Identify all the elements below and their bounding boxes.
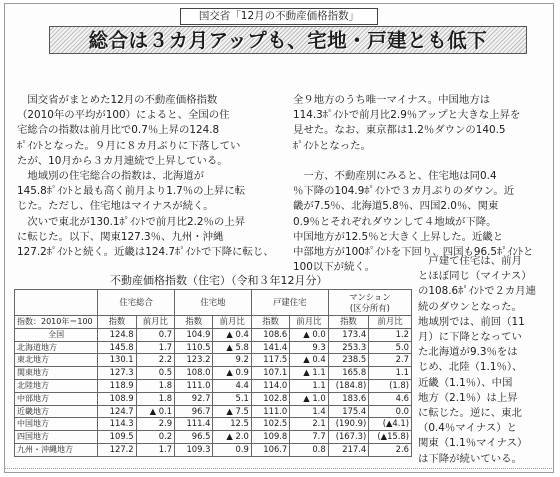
table-cell: ▲ 0.9 [213,367,251,380]
body-column-2 [293,93,543,275]
table-row [15,354,412,367]
table-cell: 110.5 [175,341,213,354]
table-cell: 173.4 [328,328,369,341]
table-cell: 114.0 [251,379,289,392]
table-cell: 4.6 [369,392,412,405]
body-text-line: 145.8ﾎﾟｲﾝﾄと最も高く前月より1.7％の上昇に転 [17,185,246,198]
table-cell: (167.3) [328,431,369,444]
table-cell: 0.2 [136,431,174,444]
region-label: 関東地方 [15,367,98,380]
sub-header: 前月比 [290,316,328,329]
table-cell: 2.2 [136,354,174,367]
body-text-line: 国交省がまとめた12月の不動産価格指数 [17,94,218,106]
body-text-line: 一方、不動産別にみると、住宅地は同0.4 [293,170,497,183]
index-note: 指数：2010年＝100 [15,316,98,329]
sub-header: 指数 [98,316,136,329]
body-text-line: 地域別では、前回（11 [418,315,525,328]
table-cell: 0.9 [213,443,251,456]
table-cell: 106.7 [251,443,289,456]
table-cell: 109.5 [98,431,136,444]
table-cell: 114.3 [98,418,136,431]
table-cell: 12.5 [213,418,251,431]
table-cell: 9.2 [213,354,251,367]
table-cell: ▲ 0.4 [290,354,328,367]
table-cell: 108.0 [175,367,213,380]
table-cell: 0.8 [290,443,328,456]
table-cell: 107.1 [251,367,289,380]
table-cell: 0.7 [136,328,174,341]
body-text-line: じた。ただし、住宅地はマイナスが続く。 [17,200,214,213]
body-text-line: 100以下が続く。 [293,261,375,274]
sub-header: 前月比 [213,316,251,329]
table-cell: 96.7 [175,405,213,418]
table-row [15,431,412,444]
table-cell: 124.8 [98,328,136,341]
table-corner [15,290,98,316]
table-cell: 1.4 [290,405,328,418]
table-cell: 92.7 [175,392,213,405]
table-cell: (190.9) [328,418,369,431]
body-text-line: 続のダウンとなった。 [418,300,522,313]
body-text-line: 畿が7.5％、北海道5.8％、四国2.0％、関東 [293,200,499,213]
body-text-line: 0.9％とそれぞれダウンして４地域が下降。 [293,215,497,228]
body-text-line: ﾎﾟｲﾝﾄとなった。 [293,139,371,152]
body-text-line: 月）に下降となってい [418,331,522,344]
body-text-line: 地域別の住宅総合の指数は、北海道が [17,170,205,183]
body-text-line: 127.2ﾎﾟｲﾝﾄと続く。近畿は124.7ﾎﾟｲﾝﾄで下降に転じ、 [17,246,274,259]
table-cell: 102.8 [251,392,289,405]
group-header: 住宅総合 [98,290,175,316]
sub-header: 指数 [175,316,213,329]
table-cell: 141.4 [251,341,289,354]
body-text-line: （0.4％マイナス）と [418,422,518,435]
body-text-line: は下降が続いている。 [418,452,522,465]
table-cell: 127.3 [98,367,136,380]
body-text-line: 関東（1.1％マイナス） [418,437,528,450]
table-cell: 1.7 [136,443,174,456]
group-header: 戸建住宅 [251,290,328,316]
table-cell: ▲ 0.4 [213,328,251,341]
table-cell: 217.4 [328,443,369,456]
table-cell: 109.3 [175,443,213,456]
table-row [15,405,412,418]
table-cell: 111.0 [251,405,289,418]
region-label: 四国地方 [15,431,98,444]
body-text-line: た北海道が9.3％をは [418,346,518,359]
body-text-line: 全９地方のうち唯一マイナス。中国地方は [293,94,491,106]
sub-header: 指数 [251,316,289,329]
table-cell: 7.7 [290,431,328,444]
table-cell: 2.1 [290,418,328,431]
table-cell: 127.2 [98,443,136,456]
table-cell: 4.4 [213,379,251,392]
body-text-line: 戸建て住宅は、前月 [418,255,522,267]
article-headline: 総合は３カ月アップも、宅地・戸建とも低下 [49,26,527,54]
table-cell: 108.6 [251,328,289,341]
table-cell: 0.0 [369,405,412,418]
table-cell: 102.5 [251,418,289,431]
divider [4,468,554,469]
table-title: 不動産価格指数（住宅）（令和３年12月分） [110,274,328,287]
table-cell: (184.8) [328,379,369,392]
region-label: 北陸地方 [15,379,98,392]
table-row [15,367,412,380]
body-text-line: に転じた。逆に、東北 [418,407,522,420]
table-cell: 0.5 [136,367,174,380]
body-text-line: 中国地方が12.5％と大きく上昇した。近畿と [293,230,504,243]
table-row [15,392,412,405]
table-row [15,328,412,341]
table-cell: ▲ 5.8 [213,341,251,354]
table-cell: 1.7 [136,341,174,354]
table-cell: (1.8) [369,379,412,392]
table-cell: 96.5 [175,431,213,444]
table-cell: 1.8 [136,379,174,392]
table-cell: 238.5 [328,354,369,367]
table-cell: 1.8 [136,392,174,405]
table-cell: 123.2 [175,354,213,367]
table-cell: (▲15.8) [369,431,412,444]
table-cell: 145.8 [98,341,136,354]
price-index-table [14,289,412,457]
table-cell: 111.4 [175,418,213,431]
table-cell: ▲ 0.0 [290,328,328,341]
table-cell: 5.0 [369,341,412,354]
table-row [15,379,412,392]
body-text-line: （2010年の平均が100）によると、全国の住 [17,109,230,122]
region-label: 近畿地方 [15,405,98,418]
body-column-3 [418,254,544,467]
table-row [15,341,412,354]
table-cell: ▲ 2.0 [213,431,251,444]
table-cell: 2.6 [369,443,412,456]
body-text-line: ﾎﾟｲﾝﾄとなった。９月に８カ月ぶりに下落してい [17,139,241,152]
table-cell: 9.3 [290,341,328,354]
region-label: 中国地方 [15,418,98,431]
table-cell: 1.1 [290,379,328,392]
table-cell: 183.6 [328,392,369,405]
table-cell: 2.7 [369,354,412,367]
region-label: 全国 [15,328,98,341]
table-cell: ▲ 0.1 [136,405,174,418]
sub-header: 前月比 [369,316,412,329]
body-column-1 [17,93,279,260]
table-cell: 124.7 [98,405,136,418]
table-cell: 108.9 [98,392,136,405]
table-row [15,418,412,431]
table-cell: 253.3 [328,341,369,354]
table-cell: ▲ 1.0 [290,392,328,405]
body-text-line: 次いで東北が130.1ﾎﾟｲﾝﾄで前月比2.2％の上昇 [17,215,246,228]
table-cell: 1.2 [369,328,412,341]
body-text-line: 114.3ﾎﾟｲﾝﾄで前月比2.9％アップと大きな上昇を [293,109,521,122]
body-text-line: に転じた。以下、関東127.3％、九州・沖縄 [17,230,224,243]
group-header: マンション (区分所有) [328,290,411,316]
table-cell: 165.8 [328,367,369,380]
sub-header: 前月比 [136,316,174,329]
group-header: 住宅地 [175,290,252,316]
table-cell: 130.1 [98,354,136,367]
body-text-line: の108.6ﾎﾟｲﾝﾄで２カ月連 [418,285,537,298]
table-cell: 1.1 [369,367,412,380]
table-cell: 118.9 [98,379,136,392]
table-cell: 117.5 [251,354,289,367]
table-cell: 175.4 [328,405,369,418]
body-text-line: 見せた。なお、東京都は1.2％ダウンの140.5 [293,124,506,137]
table-cell: 5.1 [213,392,251,405]
sub-header: 指数 [328,316,369,329]
table-cell: 109.8 [251,431,289,444]
body-text-line: 中部地方が100ﾎﾟｲﾝﾄを下回り、四国も96.5ﾎﾟｲﾝﾄと [293,246,534,259]
table-row [15,443,412,456]
body-text-line: じめ、北陸（1.1％）、 [418,361,523,374]
body-text-line [293,154,543,169]
table-cell: 104.9 [175,328,213,341]
region-label: 中部地方 [15,392,98,405]
body-text-line: 地方（2.1％）は上昇 [418,391,518,404]
table-cell: 2.9 [136,418,174,431]
table-cell: (▲4.1) [369,418,412,431]
region-label: 北海道地方 [15,341,98,354]
body-text-line: ％下降の104.9ﾎﾟｲﾝﾄで３カ月ぶりのダウン。近 [293,185,515,198]
table-cell: ▲ 1.1 [290,367,328,380]
body-text-line: 近畿（1.1％）、中国 [418,376,513,389]
table-cell: ▲ 7.5 [213,405,251,418]
region-label: 九州・沖縄地方 [15,443,98,456]
article-kicker: 国交省「12月の不動産価格指数」 [180,8,378,25]
body-text-line: たが、10月から３カ月連続で上昇している。 [17,154,228,167]
body-text-line: 宅総合の指数は前月比で0.7％上昇の124.8 [17,124,220,137]
region-label: 東北地方 [15,354,98,367]
body-text-line: とほぼ同じ（マイナス） [418,270,532,283]
table-cell: 111.0 [175,379,213,392]
